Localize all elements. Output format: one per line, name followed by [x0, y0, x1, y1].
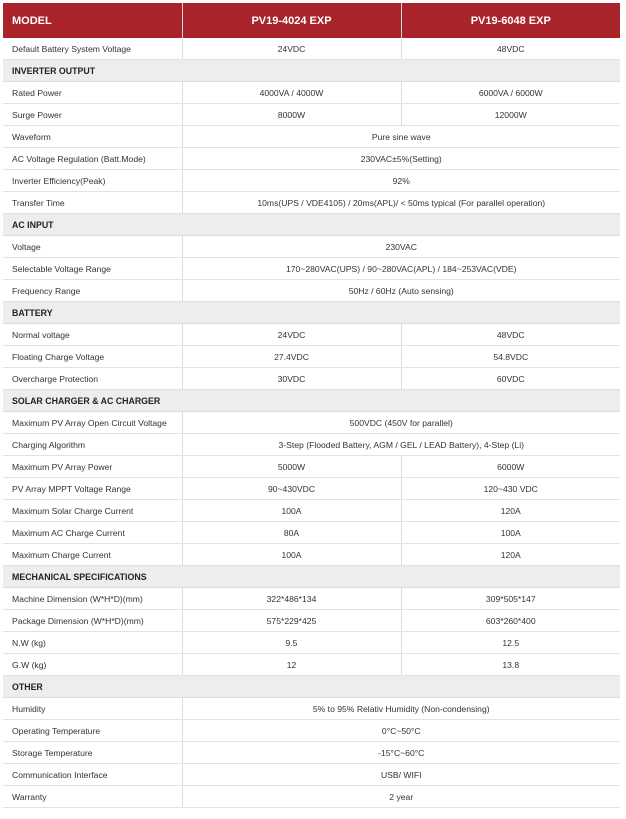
spec-value-model-1: 575*229*425 — [182, 610, 401, 632]
spec-value-model-1: 24VDC — [182, 324, 401, 346]
communication-interface-row — [3, 764, 620, 786]
spec-value-model-1: 27.4VDC — [182, 346, 401, 368]
spec-value-model-1: 24VDC — [182, 38, 401, 60]
spec-value-model-1: 12 — [182, 654, 401, 676]
spec-value-model-2: 309*505*147 — [401, 588, 620, 610]
transfer-time-row — [3, 192, 620, 214]
spec-value-shared: 500VDC (450V for parallel) — [182, 412, 620, 434]
spec-value-model-2: 54.8VDC — [401, 346, 620, 368]
spec-value-model-1: 90~430VDC — [182, 478, 401, 500]
charging-algorithm-row — [3, 434, 620, 456]
spec-value-model-1: 30VDC — [182, 368, 401, 390]
spec-label: Maximum PV Array Power — [3, 456, 182, 478]
overcharge-protection-row — [3, 368, 620, 390]
section-solar-ac-charger — [3, 390, 620, 412]
humidity-row — [3, 698, 620, 720]
spec-value-model-2: 120A — [401, 544, 620, 566]
spec-label: AC Voltage Regulation (Batt.Mode) — [3, 148, 182, 170]
spec-value-shared: 230VAC — [182, 236, 620, 258]
spec-label: Overcharge Protection — [3, 368, 182, 390]
spec-label: Charging Algorithm — [3, 434, 182, 456]
surge-power-row — [3, 104, 620, 126]
spec-label: Maximum Solar Charge Current — [3, 500, 182, 522]
spec-value-shared: 10ms(UPS / VDE4105) / 20ms(APL)/ < 50ms typical (For parallel operation) — [182, 192, 620, 214]
spec-label: G.W (kg) — [3, 654, 182, 676]
spec-value-model-2: 12000W — [401, 104, 620, 126]
section-heading: SOLAR CHARGER & AC CHARGER — [3, 390, 620, 412]
max-charge-current-row — [3, 544, 620, 566]
spec-label: Selectable Voltage Range — [3, 258, 182, 280]
spec-value-model-1: 100A — [182, 500, 401, 522]
section-heading: AC INPUT — [3, 214, 620, 236]
spec-value-shared: 170~280VAC(UPS) / 90~280VAC(APL) / 184~253VAC(VDE) — [182, 258, 620, 280]
spec-label: PV Array MPPT Voltage Range — [3, 478, 182, 500]
spec-value-model-2: 100A — [401, 522, 620, 544]
spec-value-shared: 2 year — [182, 786, 620, 808]
spec-label: Storage Temperature — [3, 742, 182, 764]
section-heading: INVERTER OUTPUT — [3, 60, 620, 82]
spec-value-model-1: 4000VA / 4000W — [182, 82, 401, 104]
spec-label: Machine Dimension (W*H*D)(mm) — [3, 588, 182, 610]
spec-value-model-2: 48VDC — [401, 324, 620, 346]
ac-voltage-regulation-row — [3, 148, 620, 170]
spec-value-shared: Pure sine wave — [182, 126, 620, 148]
header-model-1: PV19-4024 EXP — [182, 3, 401, 38]
inverter-efficiency-row — [3, 170, 620, 192]
spec-label: Maximum PV Array Open Circuit Voltage — [3, 412, 182, 434]
spec-label: Communication Interface — [3, 764, 182, 786]
spec-label: Maximum AC Charge Current — [3, 522, 182, 544]
header-row — [3, 3, 620, 38]
normal-voltage-row — [3, 324, 620, 346]
spec-label: Surge Power — [3, 104, 182, 126]
storage-temperature-row — [3, 742, 620, 764]
spec-value-model-2: 60VDC — [401, 368, 620, 390]
spec-value-model-2: 48VDC — [401, 38, 620, 60]
spec-value-model-1: 322*486*134 — [182, 588, 401, 610]
spec-label: Humidity — [3, 698, 182, 720]
frequency-range-row — [3, 280, 620, 302]
spec-label: Frequency Range — [3, 280, 182, 302]
section-mechanical — [3, 566, 620, 588]
warranty-row — [3, 786, 620, 808]
gross-weight-row — [3, 654, 620, 676]
rated-power-row — [3, 82, 620, 104]
floating-charge-voltage-row — [3, 346, 620, 368]
pv-mppt-voltage-range-row — [3, 478, 620, 500]
selectable-voltage-range-row — [3, 258, 620, 280]
spec-value-shared: -15°C~60°C — [182, 742, 620, 764]
operating-temperature-row — [3, 720, 620, 742]
spec-value-model-2: 120A — [401, 500, 620, 522]
spec-value-shared: 92% — [182, 170, 620, 192]
spec-value-model-1: 100A — [182, 544, 401, 566]
spec-label: N.W (kg) — [3, 632, 182, 654]
spec-label: Package Dimension (W*H*D)(mm) — [3, 610, 182, 632]
spec-label: Floating Charge Voltage — [3, 346, 182, 368]
spec-value-model-2: 12.5 — [401, 632, 620, 654]
spec-value-model-2: 6000W — [401, 456, 620, 478]
max-pv-open-circuit-voltage-row — [3, 412, 620, 434]
section-inverter-output — [3, 60, 620, 82]
spec-value-model-2: 120~430 VDC — [401, 478, 620, 500]
spec-label: Default Battery System Voltage — [3, 38, 182, 60]
spec-value-model-1: 8000W — [182, 104, 401, 126]
spec-label: Normal voltage — [3, 324, 182, 346]
spec-value-shared: 0°C~50°C — [182, 720, 620, 742]
spec-value-model-2: 603*260*400 — [401, 610, 620, 632]
spec-value-model-1: 5000W — [182, 456, 401, 478]
max-pv-array-power-row — [3, 456, 620, 478]
spec-label: Maximum Charge Current — [3, 544, 182, 566]
spec-value-shared: 50Hz / 60Hz (Auto sensing) — [182, 280, 620, 302]
header-model-2: PV19-6048 EXP — [401, 3, 620, 38]
spec-label: Rated Power — [3, 82, 182, 104]
spec-value-shared: 3-Step (Flooded Battery, AGM / GEL / LEAD Battery), 4-Step (Li) — [182, 434, 620, 456]
net-weight-row — [3, 632, 620, 654]
header-model: MODEL — [3, 3, 182, 38]
spec-value-model-2: 13.8 — [401, 654, 620, 676]
spec-table — [3, 3, 620, 808]
max-ac-charge-current-row — [3, 522, 620, 544]
section-other — [3, 676, 620, 698]
machine-dimension-row — [3, 588, 620, 610]
section-battery — [3, 302, 620, 324]
max-solar-charge-current-row — [3, 500, 620, 522]
section-ac-input — [3, 214, 620, 236]
voltage-row — [3, 236, 620, 258]
spec-value-model-1: 9.5 — [182, 632, 401, 654]
spec-label: Inverter Efficiency(Peak) — [3, 170, 182, 192]
section-heading: BATTERY — [3, 302, 620, 324]
package-dimension-row — [3, 610, 620, 632]
spec-label: Voltage — [3, 236, 182, 258]
spec-label: Operating Temperature — [3, 720, 182, 742]
spec-label: Waveform — [3, 126, 182, 148]
spec-value-shared: 230VAC±5%(Setting) — [182, 148, 620, 170]
section-heading: MECHANICAL SPECIFICATIONS — [3, 566, 620, 588]
default-battery-voltage-row — [3, 38, 620, 60]
spec-value-model-2: 6000VA / 6000W — [401, 82, 620, 104]
spec-value-shared: 5% to 95% Relativ Humidity (Non-condensing) — [182, 698, 620, 720]
section-heading: OTHER — [3, 676, 620, 698]
spec-label: Transfer Time — [3, 192, 182, 214]
spec-value-model-1: 80A — [182, 522, 401, 544]
spec-value-shared: USB/ WIFI — [182, 764, 620, 786]
waveform-row — [3, 126, 620, 148]
spec-label: Warranty — [3, 786, 182, 808]
